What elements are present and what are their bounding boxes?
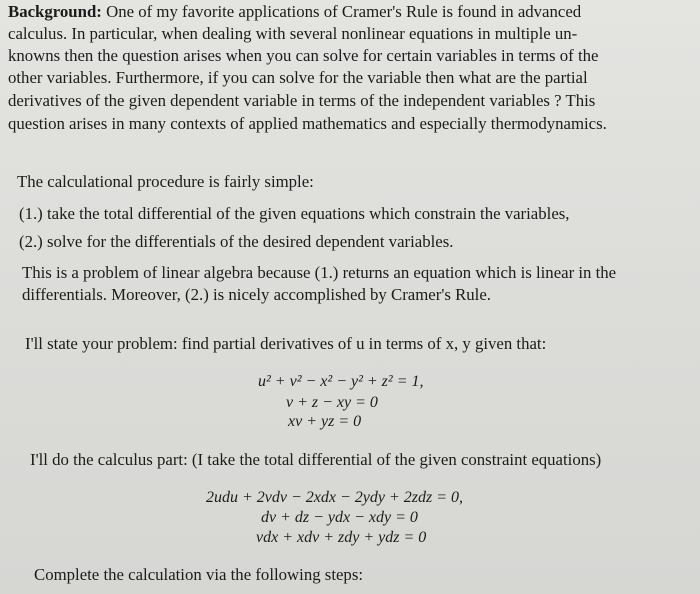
differential-equation-2: dv + dz − ydx − xdy = 0 [261,509,418,526]
constraint-equation-3: xv + yz = 0 [288,413,362,430]
procedure-intro: The calculational procedure is fairly simple: [17,172,314,191]
background-text: One of my favorite applications of Cramer's Rule is found in advanced [101,2,582,21]
calculus-statement: I'll do the calculus part: (I take the total differential of the given constraint equations) [30,450,602,469]
procedure-step-1: (1.) take the total differential of the given equations which constrain the variables, [19,204,570,223]
background-line-6: question arises in many contexts of applied mathematics and especially thermodynamics. [8,114,607,133]
background-line-4: other variables. Furthermore, if you can solve for the variable then what are the partial [8,68,588,87]
background-line-5: derivatives of the given dependent variable in terms of the independent variables ? This [8,91,596,110]
constraint-equation-2: v + z − xy = 0 [286,394,378,411]
background-heading: Background: [8,2,102,21]
problem-statement: I'll state your problem: find partial derivatives of u in terms of x, y given that: [25,334,547,353]
background-line-3: knowns then the question arises when you can solve for certain variables in terms of the [8,46,599,65]
linear-algebra-line-2: differentials. Moreover, (2.) is nicely accomplished by Cramer's Rule. [22,285,491,304]
differential-equation-3: vdx + xdv + zdy + ydz = 0 [256,529,427,546]
closing-line: Complete the calculation via the following steps: [34,565,364,584]
differential-equation-1: 2udu + 2vdv − 2xdx − 2ydy + 2zdz = 0, [206,489,464,506]
constraint-equation-1: u² + v² − x² − y² + z² = 1, [258,373,424,390]
procedure-step-2: (2.) solve for the differentials of the desired dependent variables. [19,232,454,251]
background-line-1 [8,4,581,21]
background-line-2: calculus. In particular, when dealing with several nonlinear equations in multiple un- [8,24,578,43]
linear-algebra-line-1: This is a problem of linear algebra because (1.) returns an equation which is linear in the [22,263,617,282]
